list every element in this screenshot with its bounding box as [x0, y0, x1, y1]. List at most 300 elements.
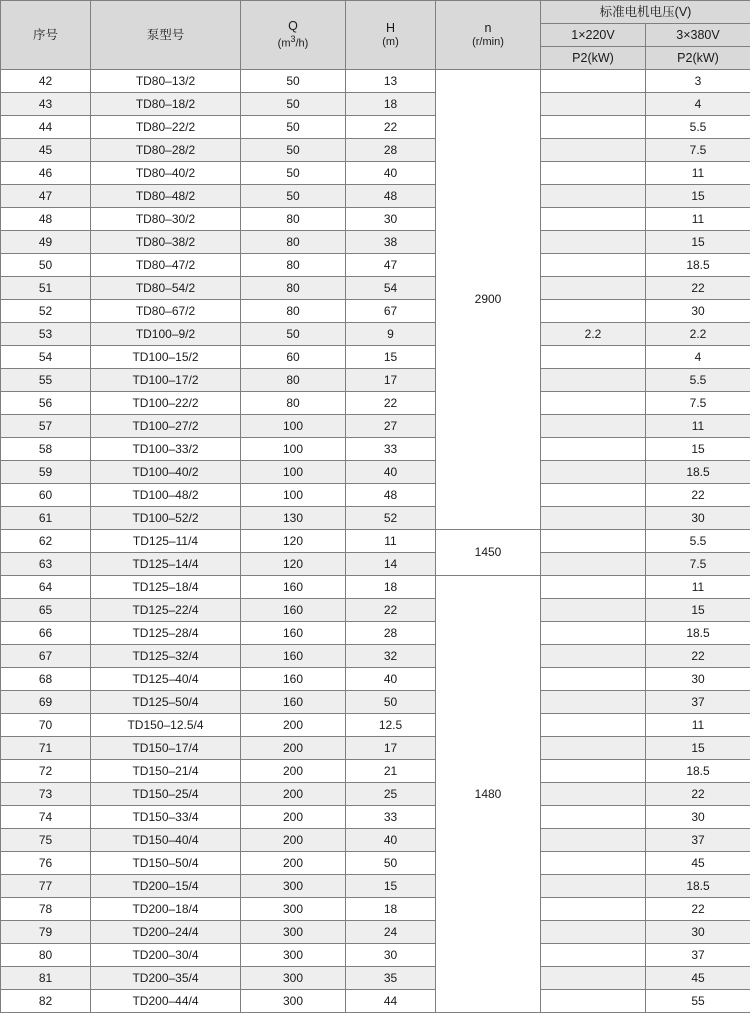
table-row — [1, 599, 750, 622]
cell-flow: 160 — [241, 645, 346, 668]
cell-flow: 120 — [241, 553, 346, 576]
cell-power-380: 18.5 — [646, 622, 750, 645]
cell-head: 50 — [346, 852, 436, 875]
table-row — [1, 116, 750, 139]
cell-power-220 — [541, 254, 646, 277]
cell-model: TD200–35/4 — [91, 967, 241, 990]
cell-no: 52 — [1, 300, 91, 323]
cell-no: 62 — [1, 530, 91, 553]
cell-power-380: 11 — [646, 162, 750, 185]
cell-flow: 300 — [241, 921, 346, 944]
table-row — [1, 737, 750, 760]
cell-power-220 — [541, 70, 646, 93]
cell-flow: 50 — [241, 162, 346, 185]
cell-flow: 80 — [241, 208, 346, 231]
cell-power-380: 4 — [646, 93, 750, 116]
cell-model: TD200–18/4 — [91, 898, 241, 921]
cell-head: 27 — [346, 415, 436, 438]
cell-flow: 160 — [241, 622, 346, 645]
cell-power-220 — [541, 461, 646, 484]
header-head-unit: (m) — [346, 36, 435, 49]
cell-model: TD100–48/2 — [91, 484, 241, 507]
header-model: 泵型号 — [91, 1, 241, 70]
table-row — [1, 461, 750, 484]
cell-model: TD80–22/2 — [91, 116, 241, 139]
cell-power-380: 37 — [646, 829, 750, 852]
cell-no: 77 — [1, 875, 91, 898]
table-row — [1, 714, 750, 737]
cell-model: TD125–50/4 — [91, 691, 241, 714]
table-row — [1, 668, 750, 691]
cell-no: 55 — [1, 369, 91, 392]
cell-head: 35 — [346, 967, 436, 990]
cell-model: TD100–9/2 — [91, 323, 241, 346]
header-power-220: P2(kW) — [541, 47, 646, 70]
cell-power-220 — [541, 829, 646, 852]
cell-no: 70 — [1, 714, 91, 737]
cell-no: 63 — [1, 553, 91, 576]
cell-no: 80 — [1, 944, 91, 967]
cell-flow: 300 — [241, 875, 346, 898]
cell-head: 44 — [346, 990, 436, 1013]
cell-flow: 50 — [241, 116, 346, 139]
header-flow-unit: $(m^3/h)$ — [241, 34, 345, 51]
header-flow — [241, 1, 346, 70]
cell-head: 47 — [346, 254, 436, 277]
cell-head: 24 — [346, 921, 436, 944]
cell-power-220 — [541, 691, 646, 714]
cell-head: 17 — [346, 369, 436, 392]
cell-model: TD125–28/4 — [91, 622, 241, 645]
cell-model: TD80–47/2 — [91, 254, 241, 277]
table-row — [1, 645, 750, 668]
cell-no: 78 — [1, 898, 91, 921]
cell-flow: 120 — [241, 530, 346, 553]
cell-power-380: 18.5 — [646, 875, 750, 898]
cell-power-220 — [541, 185, 646, 208]
cell-power-380: 37 — [646, 944, 750, 967]
table-row — [1, 806, 750, 829]
cell-model: TD150–40/4 — [91, 829, 241, 852]
cell-power-220 — [541, 921, 646, 944]
cell-power-220 — [541, 553, 646, 576]
cell-flow: 100 — [241, 415, 346, 438]
cell-head: 54 — [346, 277, 436, 300]
table-row — [1, 277, 750, 300]
cell-power-380: 22 — [646, 898, 750, 921]
cell-flow: 160 — [241, 691, 346, 714]
cell-power-380: 45 — [646, 852, 750, 875]
table-row — [1, 530, 750, 553]
cell-model: TD125–22/4 — [91, 599, 241, 622]
cell-model: TD125–40/4 — [91, 668, 241, 691]
cell-power-220 — [541, 645, 646, 668]
cell-model: TD150–25/4 — [91, 783, 241, 806]
cell-no: 82 — [1, 990, 91, 1013]
cell-head: 33 — [346, 806, 436, 829]
cell-model: TD150–50/4 — [91, 852, 241, 875]
cell-no: 71 — [1, 737, 91, 760]
cell-head: 28 — [346, 622, 436, 645]
header-no: 序号 — [1, 1, 91, 70]
cell-head: 30 — [346, 944, 436, 967]
cell-power-380: 7.5 — [646, 139, 750, 162]
cell-power-220 — [541, 116, 646, 139]
cell-power-380: 5.5 — [646, 116, 750, 139]
table-row — [1, 875, 750, 898]
cell-power-220 — [541, 806, 646, 829]
cell-power-220 — [541, 162, 646, 185]
cell-power-220 — [541, 369, 646, 392]
cell-model: TD80–48/2 — [91, 185, 241, 208]
cell-power-380: 15 — [646, 737, 750, 760]
cell-power-220 — [541, 507, 646, 530]
cell-power-220 — [541, 990, 646, 1013]
table-row — [1, 70, 750, 93]
cell-head: 50 — [346, 691, 436, 714]
cell-no: 64 — [1, 576, 91, 599]
cell-no: 74 — [1, 806, 91, 829]
cell-model: TD80–13/2 — [91, 70, 241, 93]
cell-power-220 — [541, 392, 646, 415]
table-row — [1, 691, 750, 714]
cell-flow: 200 — [241, 714, 346, 737]
cell-model: TD100–22/2 — [91, 392, 241, 415]
table-row — [1, 392, 750, 415]
table-row — [1, 185, 750, 208]
cell-power-380: 22 — [646, 277, 750, 300]
cell-power-380: 2.2 — [646, 323, 750, 346]
cell-model: TD200–30/4 — [91, 944, 241, 967]
cell-model: TD100–52/2 — [91, 507, 241, 530]
cell-no: 68 — [1, 668, 91, 691]
cell-power-380: 37 — [646, 691, 750, 714]
table-row — [1, 139, 750, 162]
cell-head: 22 — [346, 392, 436, 415]
table-row — [1, 162, 750, 185]
table-header — [1, 1, 750, 70]
cell-model: TD150–21/4 — [91, 760, 241, 783]
cell-model: TD100–15/2 — [91, 346, 241, 369]
table-row — [1, 553, 750, 576]
cell-flow: 50 — [241, 185, 346, 208]
cell-power-380: 22 — [646, 783, 750, 806]
cell-no: 54 — [1, 346, 91, 369]
cell-flow: 200 — [241, 829, 346, 852]
cell-model: TD150–12.5/4 — [91, 714, 241, 737]
cell-power-380: 15 — [646, 231, 750, 254]
cell-power-380: 5.5 — [646, 530, 750, 553]
cell-head: 40 — [346, 668, 436, 691]
cell-model: TD125–11/4 — [91, 530, 241, 553]
cell-power-220 — [541, 737, 646, 760]
table-row — [1, 369, 750, 392]
cell-no: 61 — [1, 507, 91, 530]
cell-flow: 200 — [241, 852, 346, 875]
cell-power-220 — [541, 599, 646, 622]
cell-power-380: 7.5 — [646, 553, 750, 576]
cell-head: 21 — [346, 760, 436, 783]
cell-power-380: 30 — [646, 300, 750, 323]
cell-power-380: 11 — [646, 714, 750, 737]
cell-flow: 200 — [241, 783, 346, 806]
cell-flow: 160 — [241, 576, 346, 599]
cell-power-380: 55 — [646, 990, 750, 1013]
cell-no: 60 — [1, 484, 91, 507]
table-body — [1, 70, 750, 1013]
cell-power-380: 15 — [646, 599, 750, 622]
cell-power-380: 5.5 — [646, 369, 750, 392]
cell-head: 14 — [346, 553, 436, 576]
cell-no: 46 — [1, 162, 91, 185]
table-row — [1, 944, 750, 967]
table-row — [1, 576, 750, 599]
cell-power-220 — [541, 93, 646, 116]
header-voltage-220: 1×220V — [541, 24, 646, 47]
cell-power-220: 2.2 — [541, 323, 646, 346]
cell-model: TD150–33/4 — [91, 806, 241, 829]
cell-head: 67 — [346, 300, 436, 323]
cell-power-220 — [541, 783, 646, 806]
cell-no: 67 — [1, 645, 91, 668]
cell-head: 40 — [346, 829, 436, 852]
cell-power-380: 11 — [646, 576, 750, 599]
table-row — [1, 507, 750, 530]
cell-model: TD80–38/2 — [91, 231, 241, 254]
cell-power-220 — [541, 576, 646, 599]
cell-flow: 100 — [241, 438, 346, 461]
cell-flow: 200 — [241, 760, 346, 783]
cell-head: 40 — [346, 162, 436, 185]
header-voltage-group: 标准电机电压(V) — [541, 1, 750, 24]
cell-flow: 130 — [241, 507, 346, 530]
table-row — [1, 93, 750, 116]
cell-head: 52 — [346, 507, 436, 530]
cell-power-220 — [541, 967, 646, 990]
cell-model: TD80–30/2 — [91, 208, 241, 231]
cell-model: TD100–33/2 — [91, 438, 241, 461]
cell-model: TD80–18/2 — [91, 93, 241, 116]
cell-flow: 300 — [241, 944, 346, 967]
cell-model: TD125–32/4 — [91, 645, 241, 668]
cell-no: 72 — [1, 760, 91, 783]
cell-model: TD150–17/4 — [91, 737, 241, 760]
cell-power-380: 11 — [646, 208, 750, 231]
cell-power-220 — [541, 300, 646, 323]
cell-model: TD80–54/2 — [91, 277, 241, 300]
header-voltage-380: 3×380V — [646, 24, 750, 47]
cell-flow: 200 — [241, 806, 346, 829]
cell-no: 81 — [1, 967, 91, 990]
cell-head: 22 — [346, 599, 436, 622]
cell-flow: 80 — [241, 231, 346, 254]
cell-no: 75 — [1, 829, 91, 852]
cell-power-380: 45 — [646, 967, 750, 990]
cell-no: 69 — [1, 691, 91, 714]
cell-power-380: 30 — [646, 921, 750, 944]
cell-no: 65 — [1, 599, 91, 622]
cell-power-220 — [541, 668, 646, 691]
cell-head: 32 — [346, 645, 436, 668]
cell-flow: 60 — [241, 346, 346, 369]
cell-no: 57 — [1, 415, 91, 438]
cell-no: 50 — [1, 254, 91, 277]
cell-power-220 — [541, 231, 646, 254]
cell-no: 76 — [1, 852, 91, 875]
cell-flow: 50 — [241, 139, 346, 162]
cell-no: 49 — [1, 231, 91, 254]
cell-power-220 — [541, 346, 646, 369]
cell-power-380: 4 — [646, 346, 750, 369]
cell-model: TD80–28/2 — [91, 139, 241, 162]
cell-flow: 200 — [241, 737, 346, 760]
cell-speed: 2900 — [436, 70, 541, 530]
cell-flow: 80 — [241, 392, 346, 415]
table-row — [1, 852, 750, 875]
cell-head: 18 — [346, 576, 436, 599]
cell-flow: 100 — [241, 484, 346, 507]
table-row — [1, 898, 750, 921]
cell-flow: 50 — [241, 70, 346, 93]
cell-power-220 — [541, 277, 646, 300]
cell-flow: 160 — [241, 599, 346, 622]
cell-head: 48 — [346, 185, 436, 208]
cell-model: TD100–27/2 — [91, 415, 241, 438]
table-row — [1, 760, 750, 783]
cell-flow: 300 — [241, 990, 346, 1013]
cell-no: 79 — [1, 921, 91, 944]
cell-no: 53 — [1, 323, 91, 346]
cell-power-220 — [541, 852, 646, 875]
cell-head: 30 — [346, 208, 436, 231]
table-row — [1, 415, 750, 438]
cell-model: TD200–15/4 — [91, 875, 241, 898]
cell-no: 44 — [1, 116, 91, 139]
cell-no: 51 — [1, 277, 91, 300]
table-row — [1, 967, 750, 990]
cell-power-220 — [541, 484, 646, 507]
cell-flow: 300 — [241, 967, 346, 990]
cell-power-220 — [541, 139, 646, 162]
table-row — [1, 829, 750, 852]
cell-head: 9 — [346, 323, 436, 346]
cell-model: TD100–40/2 — [91, 461, 241, 484]
cell-power-380: 15 — [646, 438, 750, 461]
table-row — [1, 346, 750, 369]
cell-flow: 300 — [241, 898, 346, 921]
cell-head: 28 — [346, 139, 436, 162]
cell-power-220 — [541, 208, 646, 231]
cell-power-380: 18.5 — [646, 254, 750, 277]
cell-speed: 1480 — [436, 576, 541, 1013]
cell-no: 66 — [1, 622, 91, 645]
cell-power-220 — [541, 714, 646, 737]
cell-head: 33 — [346, 438, 436, 461]
table-row — [1, 438, 750, 461]
table-row — [1, 484, 750, 507]
header-head-symbol: H — [386, 21, 395, 35]
cell-flow: 80 — [241, 369, 346, 392]
cell-flow: 80 — [241, 277, 346, 300]
cell-power-220 — [541, 438, 646, 461]
cell-power-220 — [541, 622, 646, 645]
table-row — [1, 921, 750, 944]
cell-head: 18 — [346, 898, 436, 921]
cell-no: 43 — [1, 93, 91, 116]
cell-no: 59 — [1, 461, 91, 484]
cell-power-380: 22 — [646, 645, 750, 668]
cell-power-220 — [541, 415, 646, 438]
cell-head: 13 — [346, 70, 436, 93]
cell-head: 38 — [346, 231, 436, 254]
cell-power-380: 15 — [646, 185, 750, 208]
cell-power-220 — [541, 760, 646, 783]
table-row — [1, 323, 750, 346]
cell-flow: 160 — [241, 668, 346, 691]
cell-power-380: 30 — [646, 507, 750, 530]
header-speed-unit: (r/min) — [436, 36, 540, 49]
cell-no: 56 — [1, 392, 91, 415]
cell-head: 48 — [346, 484, 436, 507]
cell-no: 47 — [1, 185, 91, 208]
cell-head: 25 — [346, 783, 436, 806]
cell-head: 15 — [346, 346, 436, 369]
cell-head: 12.5 — [346, 714, 436, 737]
cell-head: 17 — [346, 737, 436, 760]
cell-no: 42 — [1, 70, 91, 93]
cell-power-220 — [541, 898, 646, 921]
table-row — [1, 208, 750, 231]
table-row — [1, 231, 750, 254]
cell-head: 15 — [346, 875, 436, 898]
cell-no: 45 — [1, 139, 91, 162]
cell-speed: 1450 — [436, 530, 541, 576]
cell-no: 58 — [1, 438, 91, 461]
header-flow-symbol: Q — [288, 19, 298, 33]
cell-model: TD125–14/4 — [91, 553, 241, 576]
cell-flow: 50 — [241, 93, 346, 116]
cell-power-220 — [541, 875, 646, 898]
cell-no: 48 — [1, 208, 91, 231]
cell-power-220 — [541, 944, 646, 967]
cell-head: 22 — [346, 116, 436, 139]
cell-head: 11 — [346, 530, 436, 553]
cell-no: 73 — [1, 783, 91, 806]
cell-head: 40 — [346, 461, 436, 484]
cell-model: TD200–24/4 — [91, 921, 241, 944]
cell-power-380: 18.5 — [646, 461, 750, 484]
cell-power-380: 18.5 — [646, 760, 750, 783]
header-power-380: P2(kW) — [646, 47, 750, 70]
cell-flow: 80 — [241, 254, 346, 277]
cell-power-380: 7.5 — [646, 392, 750, 415]
cell-flow: 50 — [241, 323, 346, 346]
cell-head: 18 — [346, 93, 436, 116]
header-head — [346, 1, 436, 70]
cell-power-380: 30 — [646, 668, 750, 691]
cell-power-220 — [541, 530, 646, 553]
cell-flow: 100 — [241, 461, 346, 484]
cell-power-380: 11 — [646, 415, 750, 438]
table-row — [1, 300, 750, 323]
cell-power-380: 22 — [646, 484, 750, 507]
table-row — [1, 254, 750, 277]
cell-power-380: 3 — [646, 70, 750, 93]
header-speed — [436, 1, 541, 70]
table-row — [1, 783, 750, 806]
cell-model: TD200–44/4 — [91, 990, 241, 1013]
cell-model: TD100–17/2 — [91, 369, 241, 392]
